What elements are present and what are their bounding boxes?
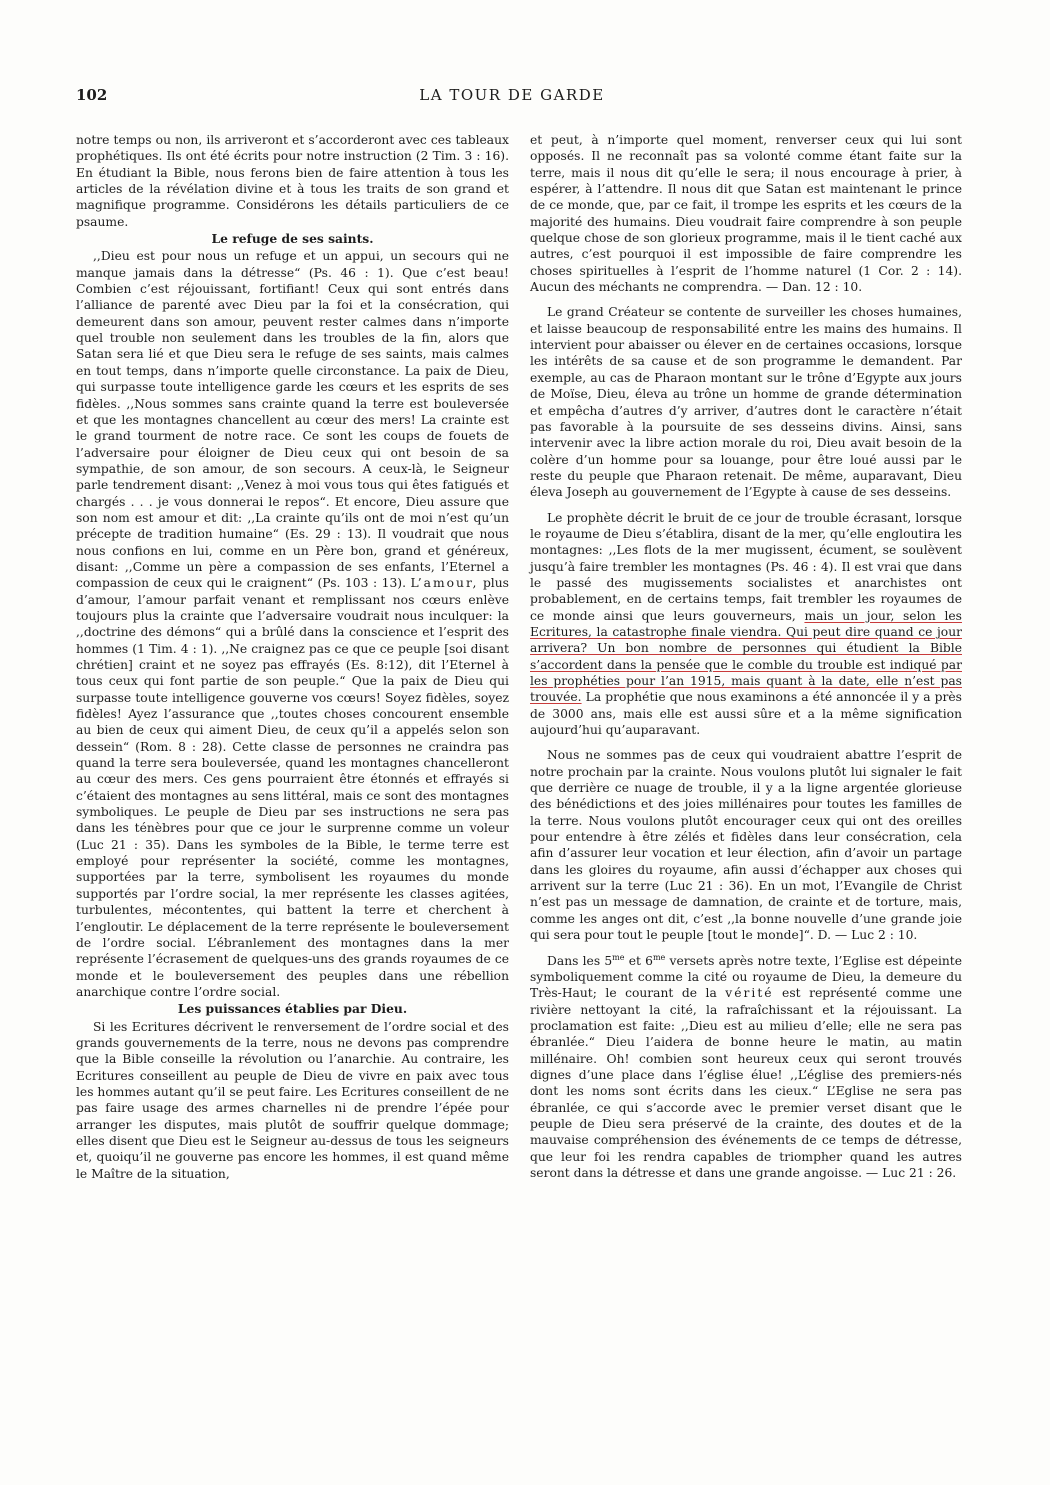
page-header bbox=[76, 86, 948, 112]
paragraph-text: et bbox=[628, 953, 641, 968]
paragraph-text: versets après notre texte, l’Eglise est dépeinte symboliquement comme la cité ou royaume de Dieu, la demeure du Très-Haut; le courant de la bbox=[530, 953, 963, 1001]
left-column bbox=[76, 132, 509, 1182]
paragraph-text: plus d’amour, l’amour parfait venant et remplissant nos cœurs enlève toujours plus la crainte que l’adversaire voudrait nous inculquer: la ,,doctrine des démons“ qui a brûlé dans la conscience et l’esprit des hommes (1 Tim. 4 : 1). ,,Ne craignez pas ce que ce peuple [soi disant chrétien] craint et ne soyez pas effrayés (Es. 8:12), dit l’Eternel à tous ceux qui font partie de son peuple.“ Que la paix de Dieu qui surpasse toute intelligence gouverne vos cœurs! Soyez fidèles, soyez fidèles! Ayez l’assurance que ,,toutes choses concourent ensemble au bien de ceux qui aiment Dieu, de ceux qu’il a appelés selon son dessein“ (Rom. 8 : 28). Cette classe de personnes ne craindra pas quand la terre sera bouleversée, quand les montagnes chancelleront au cœur des mers. Ces gens pourraient être étonnés et effrayés si c’étaient des montagnes au sens littéral, mais ce sont des montagnes symboliques. Le peuple de Dieu par ses instructions ne sera pas dans les ténèbres pour que ce jour le surprenne comme un voleur (Luc 21 : 35). Dans les symboles de la Bible, le terme terre est employé pour représenter la société, comme les montagnes, supportées par la terre, symbolisent les royaumes du monde supportés par l’ordre social, la mer représente les classes agitées, turbulentes, mécontentes, qui battent la terre et cherchent à l’engloutir. Le déplacement de la terre représente le bouleversement de l’ordre social. L’ébranlement des montagnes dans la mer représente l’écrasement de quelques-uns des grands royaumes de ce monde et le bouleversement des peuples dans une rébellion anarchique contre l’ordre social. bbox=[76, 576, 509, 999]
running-title: LA TOUR DE GARDE bbox=[419, 86, 605, 104]
spaced-word: L’amour, bbox=[410, 576, 479, 591]
paragraph-text: La prophétie que nous examinons a été annoncée il y a près de 3000 ans, mais elle est aussi sûre et a la même signification aujourd’hui qu’auparavant. bbox=[530, 690, 962, 738]
paragraph: Nous ne sommes pas de ceux qui voudraient abattre l’esprit de notre prochain par la crainte. Nous voulons plutôt lui signaler le fait que derrière ce nuage de trouble, il y a la ligne argentée glorieuse des bénédictions et des joies millénaires pour toutes les familles de la terre. Nous voulons plutôt encourager ceux qui ont des oreilles pour entendre à être zélés et fidèles dans leur consécration, cela afin d’assurer leur vocation et leur élection, afin d’avoir un partage dans les gloires du royaume, afin aussi d’échapper aux choses qui arrivent sur la terre (Luc 21 : 36). En un mot, l’Evangile de Christ n’est pas un message de damnation, de crainte et de torture, mais, comme les anges ont dit, c’est ,,la bonne nouvelle d’une grande joie qui sera pour tout le peuple [tout le monde]“. D. — Luc 2 : 10. bbox=[530, 748, 962, 943]
underlined-passage: mais un jour, selon les Ecritures, la catastrophe finale viendra. Qui peut dire quand ce jour arrivera? Un bon nombre de personnes qui étudient la Bible s’accordent dans la pensée que le comble du trouble est indiqué par les prophéties pour l’an 1915, mais quant à la date, elle n’est pas trouvée. bbox=[530, 608, 962, 705]
page-number: 102 bbox=[76, 86, 108, 104]
paragraph bbox=[530, 510, 962, 739]
paragraph: Le grand Créateur se contente de surveiller les choses humaines, et laisse beaucoup de responsabilité entre les mains des humains. Il intervient pour abaisser ou élever en de certaines occasions, lorsque les intérêts de sa cause et de son programme le demandent. Par exemple, au cas de Pharaon montant sur le trône d’Egypte aux jours de Moïse, Dieu, éleva au trône un homme de grande détermination et empêcha d’autres d’y arriver, d’autres dont le caractère n’était pas favorable à la poursuite de ses desseins divins. Ainsi, sans intervenir avec la libre action morale du roi, Dieu avait besoin de la colère d’un homme pour sa louange, pour être loué aussi par le reste du peuple que Pharaon retenait. De même, auparavant, Dieu éleva Joseph au gouvernement de l’Egypte à cause de ses desseins. bbox=[530, 305, 962, 500]
paragraph-text: ,,Dieu est pour nous un refuge et un appui, un secours qui ne manque jamais dans la détresse“ (Ps. 46 : 1). Que c’est beau! Combien c’est réjouissant, fortifiant! Ceux qui sont entrés dans l’alliance de parenté avec Dieu par la foi et la consécration, qui demeurent dans son amour, peuvent rester calmes dans n’importe quel trouble non seulement dans les troubles de la fin, alors que Satan sera lié et que Dieu sera le refuge de ses saints, mais calmes en tout temps, dans n’importe quelle circonstance. La paix de Dieu, qui surpasse toute intelligence garde les cœurs et les esprits de ses fidèles. ,,Nous sommes sans crainte quand la terre est bouleversée et que les montagnes chancellent au cœur des mers! La crainte est le grand tourment de notre race. Ce sont les coups de fouets de l’adversaire pour éloigner de Dieu ceux qui ont besoin de sa sympathie, de son amour, de son secours. A ceux-là, le Seigneur parle tendrement disant: ,,Venez à moi vous tous qui êtes fatigués et chargés . . . je vous donnerai le repos“. Et encore, Dieu assure que son nom est amour et dit: ,,La crainte qu’ils ont de moi n’est qu’un précepte de tradition humaine“ (Es. 29 : 13). Il voudrait que nous nous confions en lui, comme en un Père bon, grand et généreux, disant: ,,Comme un père a compassion de ses enfants, l’Eternel a compassion de ceux qui le craignent“ (Ps. 103 : 13). bbox=[76, 249, 509, 591]
right-column bbox=[530, 132, 962, 1181]
paragraph: notre temps ou non, ils arriveront et s’accorderont avec ces tableaux prophétiques. Ils ont été écrits pour notre instruction (2 Tim. 3 : 16). En étudiant la Bible, nous ferons bien de faire attention à tous les articles de la révélation divine et à tous les traits de son grand et magnifique programme. Considérons les détails particuliers de ce psaume. bbox=[76, 133, 509, 229]
paragraph-text: est représenté comme une rivière nettoyant la cité, la rafraîchissant et la réjouissant. La proclamation est faite: ,,Dieu est au milieu d’elle; elle ne sera pas ébranlée.“ Dieu l’aidera de bonne heure le matin, au matin millénaire. Oh! combien sont heureux ceux qui seront trouvés dignes d’une place dans l’église élue! ,,L’église des premiers-nés dont les noms sont écrits dans les cieux.“ L’Eglise ne sera pas ébranlée, ce qui s’accorde avec le premier verset disant que le peuple de Dieu sera préservé de la crainte, des doutes et de la mauvaise compréhension des événements de ce temps de détresse, que leur foi les rendra capables de triompher quand les autres seront dans la détresse et dans une grande angoisse. — Luc 21 : 26. bbox=[530, 986, 962, 1180]
paragraph-text: Le prophète décrit le bruit de ce jour de trouble écrasant, lorsque le royaume de Dieu s’établira, disant de la mer, qu’elle engloutira les montagnes: ,,Les flots de la mer mugissent, écument, se soulèvent jusqu’à faire trembler les montagnes (Ps. 46 : 4). Il est vrai que dans le passé des mugissements socialistes et anarchistes ont probablement, en de certains temps, fait trembler les royaumes de ce monde ainsi que leurs gouverneurs, bbox=[530, 510, 962, 623]
paragraph-text: Dans les bbox=[547, 953, 601, 968]
paragraph: Si les Ecritures décrivent le renversement de l’ordre social et des grands gouvernements de la terre, nous ne devons pas comprendre que la Bible conseille la révolution ou l’anarchie. Au contraire, les Ecritures conseillent au peuple de Dieu de vivre en paix avec tous les hommes autant qu’il se peut faire. Les Ecritures conseillent de ne pas faire usage des armes charnelles ni de prendre l’épée pour arranger les disputes, mais plutôt de souffrir quelque dommage; elles disent que Dieu est le Seigneur au-dessus de tous les seigneurs et, quoiqu’il ne gouverne pas encore les hommes, il est quand même le Maître de la situation, bbox=[76, 1019, 510, 1181]
superscript: me bbox=[612, 952, 625, 962]
spaced-word: vérité bbox=[725, 986, 774, 1001]
superscript: me bbox=[652, 952, 666, 962]
paragraph: Dans les $5^{me}$ et $6^{me}$ versets après notre texte, l’Eglise est dépeinte symboliquement comme la cité ou royaume de Dieu, la demeure du Très-Haut; le courant de la vérité est représenté comme une rivière nettoyant la cité, la rafraîchissant et la réjouissant. La proclamation est faite: ,,Dieu est au milieu d’elle; elle ne sera pas ébranlée.“ Dieu l’aidera de bonne heure le matin, au matin millénaire. Oh! combien sont heureux ceux qui seront trouvés dignes d’une place dans l’église élue! ,,L’église des premiers-nés dont les noms sont écrits dans les cieux.“ L’Eglise ne sera pas ébranlée, ce qui s’accorde avec le premier verset disant que le peuple de Dieu sera préservé de la crainte, des doutes et de la mauvaise compréhension des événements de ce temps de détresse, que leur foi les rendra capables de triompher quand les autres seront dans la détresse et dans une grande angoisse. — Luc 21 : 26. bbox=[530, 952, 963, 1180]
section-heading: Le refuge de ses saints. bbox=[211, 231, 374, 247]
paragraph bbox=[76, 248, 509, 1000]
section-heading: Les puissances établies par Dieu. bbox=[177, 1001, 408, 1017]
paragraph: et peut, à n’importe quel moment, renverser ceux qui lui sont opposés. Il ne reconnaît pas sa volonté comme étant faite sur la terre, mais il nous dit qu’elle le sera; il nous encourage à prier, à espérer, à l’attendre. Il nous dit que Satan est maintenant le prince de ce monde, que, par ce fait, il trompe les esprits et les cœurs de la majorité des humains. Dieu voudrait faire comprendre à son peuple quelque chose de son glorieux programme, mais il le tient caché aux autres, c’est pourquoi il est impossible de faire comprendre les choses spirituelles à l’esprit de l’homme naturel (1 Cor. 2 : 14). Aucun des méchants ne comprendra. — Dan. 12 : 10. bbox=[530, 133, 962, 295]
